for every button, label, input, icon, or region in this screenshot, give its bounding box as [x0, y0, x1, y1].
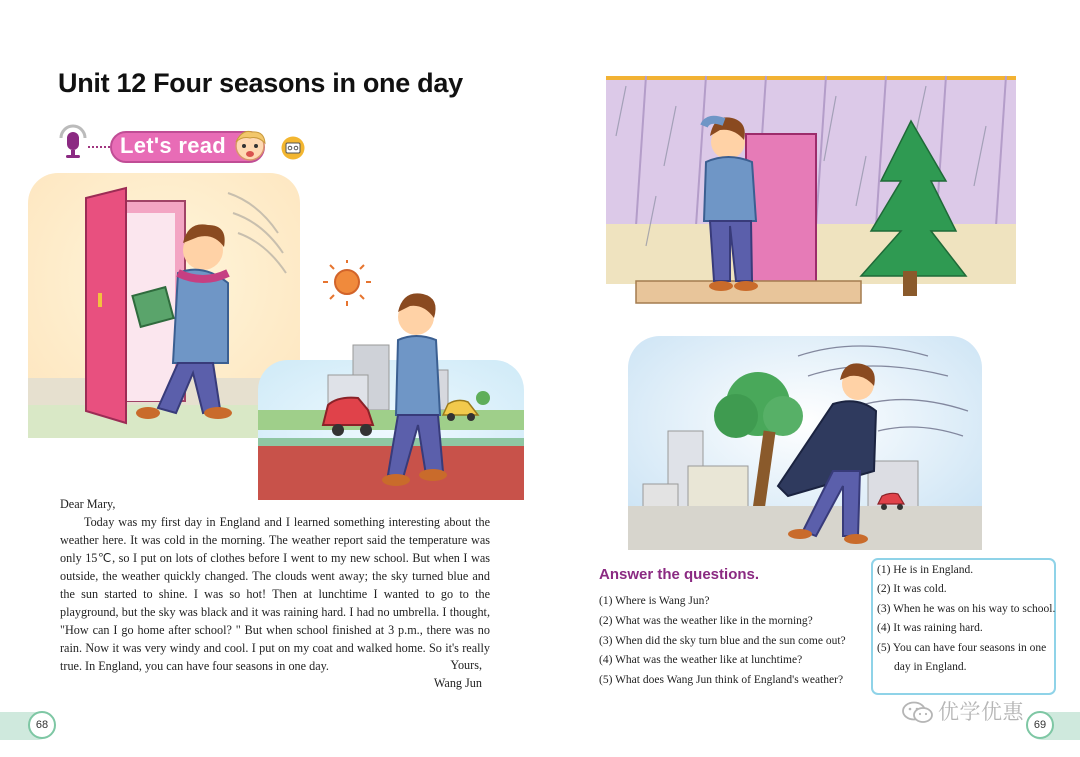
answer-item: (1) He is in England. — [877, 564, 974, 576]
letter-text — [60, 495, 490, 675]
watermark-text: 优学优惠 — [938, 700, 1024, 724]
questions-list — [599, 592, 846, 691]
letter-salutation: Dear Mary, — [60, 497, 116, 511]
page-number-right: 69 — [1026, 711, 1054, 739]
page-title: Unit 12 Four seasons in one day — [58, 68, 463, 98]
questions-heading: Answer the questions. — [599, 566, 760, 583]
letter-closing-block — [400, 656, 482, 692]
wechat-icon — [901, 700, 935, 724]
answer-item: (4) It was raining hard. — [877, 622, 983, 635]
letter-body: Today was my first day in England and I learned something interesting about the weather here. It was cold in the morning. The weather report said the temperature was only 15℃, so I put on lots of clothes before I went to my new school. But when I was outside, the weather quickly changed. The clouds went away; the sky turned blue and the sun started to shine. I was so hot! Then at lunchtime I wanted to go to the playground, but the sky was black and it was raining hard. I had no umbrella. I thought, "How can I go home after school? " But when school finished at 3 p.m., there was no rain. Now it was very windy and cool. I put on my coat and walked home. So it's really true. In England, you can have four seasons in one day. — [60, 515, 490, 673]
answer-item: (2) It was cold. — [877, 583, 947, 596]
letter-closing: Yours, — [450, 658, 482, 672]
letter-signature: Wang Jun — [433, 676, 482, 690]
illustration-rain — [606, 66, 1016, 314]
illustration-windy — [628, 336, 982, 550]
question-item: (1) Where is Wang Jun? — [599, 595, 710, 607]
question-item: (5) What does Wang Jun think of England's weather? — [599, 674, 844, 687]
kid-face-icon — [230, 127, 270, 163]
question-item: (2) What was the weather like in the morning? — [599, 614, 813, 627]
section-label: Let's read — [120, 133, 227, 158]
cassette-tape-icon — [281, 136, 305, 160]
answers-list — [877, 561, 1057, 677]
question-item: (4) What was the weather like at lunchtime? — [599, 654, 803, 667]
illustration-sunny-walk — [258, 260, 524, 500]
page-number-left: 68 — [28, 711, 56, 739]
answer-item: (3) When he was on his way to school. — [877, 602, 1056, 615]
microphone-icon — [58, 124, 88, 160]
question-item: (3) When did the sky turn blue and the sun come out? — [599, 634, 846, 647]
answer-item: (5) You can have four seasons in one day in England. — [877, 641, 1047, 674]
